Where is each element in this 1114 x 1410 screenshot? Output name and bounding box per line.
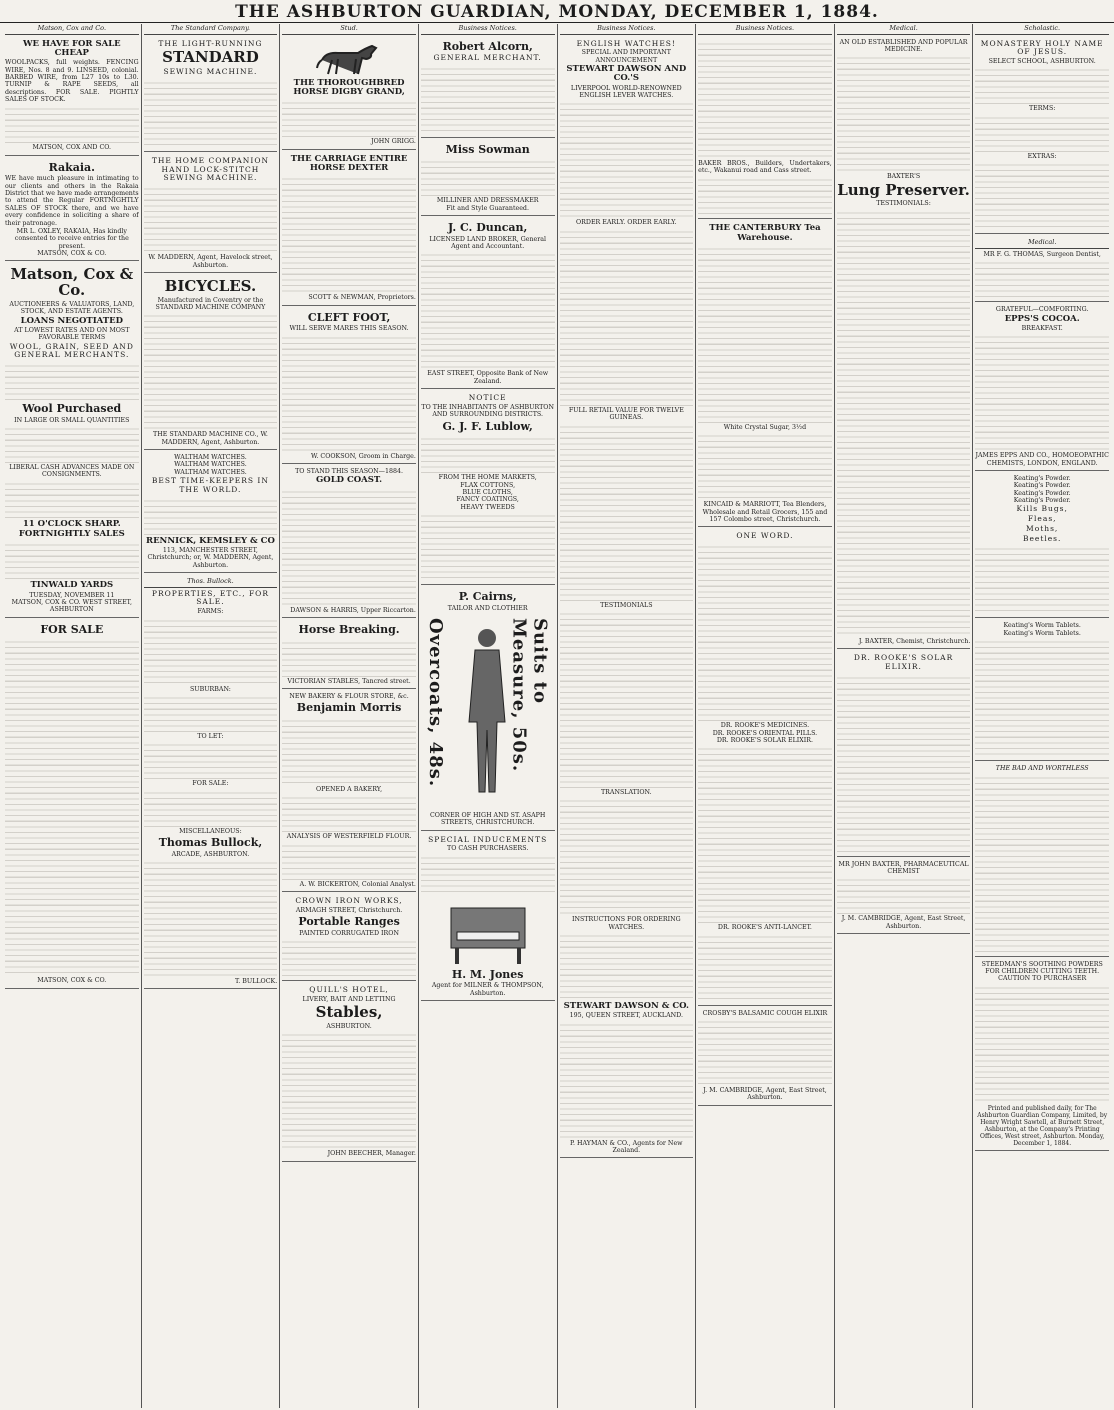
ad-sub: TRANSLATION. [600, 788, 652, 796]
column-head: Stud. [282, 24, 416, 35]
ad-sub: ANALYSIS OF WESTERFIELD FLOUR. [286, 833, 412, 841]
ad-cleft-foot [282, 308, 416, 464]
ad-special-inducements [421, 833, 555, 1001]
ad-headline: CLEFT FOOT, [307, 310, 391, 324]
ad-line: Fleas, [1027, 514, 1057, 524]
ad-line: Keating's Powder. [1013, 482, 1071, 490]
ad-sub: SPECIAL AND IMPORTANT ANNOUNCEMENT [581, 49, 671, 64]
ad-headline: GOLD COAST. [316, 475, 383, 486]
text-lines [5, 479, 139, 519]
ad-signature: W. MADDERN, Agent, Havelock street, Ashburton. [148, 254, 273, 269]
text-lines [837, 673, 971, 853]
ad-headline: Portable Ranges [298, 915, 400, 929]
text-lines [698, 39, 832, 159]
ad-crown-iron [282, 894, 416, 981]
ad-sub: SUBURBAN: [189, 685, 231, 693]
ad-quills-hotel [282, 983, 416, 1162]
ad-crosby [698, 1008, 832, 1106]
ad-signature: P. HAYMAN & CO., Agents for New Zealand. [570, 1139, 683, 1155]
text-lines [144, 616, 278, 686]
column-3 [280, 24, 419, 1408]
column-8 [973, 24, 1111, 1408]
text-lines [421, 434, 555, 474]
ad-sub: Agent for MILNER & THOMPSON, Ashburton. [431, 982, 544, 997]
text-lines [560, 1020, 694, 1140]
ad-headline: LOANS NEGOTIATED [20, 315, 123, 326]
text-lines [975, 258, 1109, 298]
ad-sub: CAUTION TO PURCHASER [998, 975, 1087, 983]
ad-sub: BAXTER'S [886, 173, 921, 181]
column-head: Business Notices. [560, 24, 694, 35]
text-lines [144, 311, 278, 431]
text-lines [698, 932, 832, 1002]
ad-keatings-powder [975, 473, 1109, 619]
ad-sub: DR. ROOKE'S MEDICINES. [720, 722, 810, 730]
ad-john-baxter [837, 859, 971, 934]
ad-bad-worthless [975, 763, 1109, 956]
ad-headline: THE THOROUGHBRED HORSE DIGBY GRAND, [293, 77, 405, 97]
ad-stewart-dawson [560, 37, 694, 1159]
ad-tea-warehouse [698, 221, 832, 527]
text-lines [560, 931, 694, 1001]
ad-dexter [282, 152, 416, 306]
ad-one-word [698, 529, 832, 1005]
text-lines [144, 858, 278, 978]
ad-headline: FORTNIGHTLY SALES [18, 529, 125, 540]
ad-lublow [421, 391, 555, 585]
ad-headline: THE CARRIAGE ENTIRE HORSE DEXTER [290, 153, 408, 173]
text-lines [698, 1017, 832, 1087]
ad-headline: 11 O'CLOCK SHARP. [22, 518, 121, 529]
ad-dentist [975, 236, 1109, 302]
columns [3, 24, 1111, 1408]
text-lines [5, 361, 139, 401]
text-lines [282, 638, 416, 678]
ad-line: Keating's Powder. [1013, 497, 1071, 505]
ad-for-sale [5, 620, 139, 989]
ad-headline: THE BAD AND WORTHLESS [995, 765, 1089, 773]
masthead [0, 0, 1114, 23]
ad-sub: FULL RETAIL VALUE FOR TWELVE GUINEAS. [568, 406, 684, 422]
ad-line: WALTHAM WATCHES. [174, 454, 247, 462]
ad-sub: TUESDAY, NOVEMBER 11 [29, 591, 115, 599]
ad-line: WALTHAM WATCHES. [174, 468, 247, 476]
ad-standard-sewing [144, 37, 278, 152]
ad-p-cairns [421, 587, 555, 831]
ad-sub: BREAKFAST. [1021, 324, 1063, 332]
ad-headline: STEEDMAN'S SOOTHING POWDERS [981, 960, 1103, 968]
ad-lung-preserver [837, 37, 971, 650]
ad-sub: NEW BAKERY & FLOUR STORE, &c. [289, 692, 409, 700]
text-lines [144, 693, 278, 733]
ad-headline: Thomas Bullock, [158, 836, 263, 850]
ad-headline: QUILL'S HOTEL, [309, 984, 389, 994]
ad-sub: DR. ROOKE'S SOLAR ELIXIR. [716, 736, 813, 744]
ad-rakaia [5, 158, 139, 262]
column-2 [142, 24, 281, 1408]
column-head: Medical. [837, 24, 971, 35]
text-lines [560, 99, 694, 219]
text-lines [282, 793, 416, 833]
ad-bicycles [144, 275, 278, 450]
ad-signature: Fit and Style Guaranteed. [446, 204, 529, 212]
ad-headline: Wool Purchased [22, 402, 122, 416]
ad-sub: TO CASH PURCHASERS. [447, 845, 529, 853]
ad-sub: LIVERY, BAIT AND LETTING [302, 995, 396, 1003]
ad-headline: Miss Sowman [445, 142, 530, 156]
ad-headline: SPECIAL INDUCEMENTS [428, 834, 548, 844]
ad-headline: DR. ROOKE'S SOLAR ELIXIR. [853, 653, 954, 671]
text-lines [560, 796, 694, 916]
text-lines [282, 98, 416, 138]
ad-sub: PAINTED CORRUGATED IRON [299, 929, 399, 937]
ad-sub: TERMS: [1028, 105, 1056, 113]
ad-signature: MATSON, COX AND CO. [32, 144, 112, 152]
ad-signature: MATSON, COX & CO. WEST STREET, ASHBURTON [11, 599, 132, 614]
ad-miss-sowman [421, 140, 555, 216]
text-lines [560, 227, 694, 407]
ad-signature: VICTORIAN STABLES, Tancred street. [287, 677, 411, 685]
text-lines [975, 773, 1109, 953]
text-lines [5, 540, 139, 580]
ad-sub: LICENSED LAND BROKER, General Agent and Accountant. [429, 235, 547, 251]
horse-illustration [314, 42, 384, 76]
masthead-title: THE ASHBURTON GUARDIAN, MONDAY, DECEMBER 1, 1884. [235, 2, 879, 22]
text-lines [144, 184, 278, 254]
overcoats-price: Overcoats, 48s. [424, 617, 446, 788]
ad-line: HEAVY TWEEDS [460, 503, 515, 511]
ad-sub: LIVERPOOL WORLD-RENOWNED ENGLISH LEVER WATCHES. [570, 84, 682, 100]
ad-sub: MR F. G. THOMAS, Surgeon Dentist, [983, 250, 1101, 258]
ad-headline: EPPS'S COCOA. [1004, 313, 1080, 324]
ad-line: Moths, [1026, 523, 1059, 533]
text-lines [144, 78, 278, 148]
ad-sub: TESTIMONIALS [600, 601, 653, 609]
section-head: Thos. Bullock. [144, 577, 278, 588]
ad-sub: 113, MANCHESTER STREET, Christchurch; or, W. MADDERN, Agent, Ashburton. [147, 547, 274, 569]
ad-signature: EAST STREET, Opposite Bank of New Zealand. [427, 370, 549, 385]
ad-sub: DR. ROOKE'S ORIENTAL PILLS. [712, 729, 818, 737]
ad-sub: 195, QUEEN STREET, AUCKLAND. [569, 1012, 683, 1020]
ad-signature: SCOTT & NEWMAN, Proprietors. [308, 294, 416, 302]
text-lines [282, 716, 416, 786]
text-lines [5, 637, 139, 977]
ad-sub: TAILOR AND CLOTHIER [447, 604, 528, 612]
text-lines [698, 744, 832, 924]
ad-signature: J. M. CAMBRIDGE, Agent, East Street, Ashburton. [841, 915, 966, 930]
ad-headline: FOR SALE [40, 622, 104, 636]
ad-signature: MATSON, COX & CO. [37, 977, 107, 985]
text-lines [975, 637, 1109, 757]
ad-headline: Rakaia. [48, 160, 96, 174]
ad-headline: NOTICE [468, 393, 507, 403]
ad-sub: FOR CHILDREN CUTTING TEETH. [985, 967, 1100, 975]
ad-sub: WILL SERVE MARES THIS SEASON. [289, 325, 409, 333]
ad-sub: Manufactured in Coventry or the STANDARD MACHINE COMPANY [155, 296, 266, 311]
piano-illustration [443, 896, 533, 966]
ad-sub: TO THE INHABITANTS OF ASHBURTON AND SURROUNDING DISTRICTS. [421, 403, 554, 419]
ad-headline: STANDARD [162, 48, 259, 67]
ad-sub: ARMAGH STREET, Christchurch. [295, 906, 403, 914]
ad-headline: MONASTERY HOLY NAME OF JESUS. [980, 38, 1104, 57]
text-lines [282, 841, 416, 881]
text-lines [421, 853, 555, 893]
ad-sub: SELECT SCHOOL, ASHBURTON. [988, 58, 1096, 66]
column-7 [835, 24, 974, 1408]
ad-signature: J. M. CAMBRIDGE, Agent, East Street, Ashburton. [703, 1087, 827, 1102]
ad-sub: TO LET: [197, 732, 224, 740]
ad-wool-packs [5, 37, 139, 156]
column-head: Matson, Cox and Co. [5, 24, 139, 35]
ad-sub: INSTRUCTIONS FOR ORDERING WATCHES. [571, 916, 681, 931]
ad-signature: MR L. OXLEY, RAKAIA, Has kindly consented to receive entries for the present. [14, 227, 129, 250]
ad-signature: CORNER OF HIGH AND ST. ASAPH STREETS, CHRISTCHURCH. [429, 811, 546, 827]
ad-signature: JOHN GRIGG. [371, 138, 416, 146]
text-lines [5, 424, 139, 464]
ad-line: Keating's Powder. [1013, 489, 1071, 497]
ad-headline: ENGLISH WATCHES! [576, 38, 676, 48]
ad-baker-bros [698, 37, 832, 220]
column-5 [558, 24, 697, 1408]
text-lines [975, 544, 1109, 614]
ad-headline: Benjamin Morris [296, 701, 402, 715]
ad-signature: J. BAXTER, Chemist, Christchurch. [858, 637, 971, 645]
text-lines [421, 511, 555, 581]
text-lines [837, 53, 971, 173]
ad-headline: H. M. Jones [451, 967, 524, 981]
text-lines [282, 1030, 416, 1150]
ad-headline: P. Cairns, [458, 589, 517, 603]
ad-sub: TO STAND THIS SEASON—1884. [295, 467, 404, 475]
ad-sub: ASHBURTON. [326, 1022, 372, 1030]
ad-headline: Keating's Worm Tablets. [1003, 622, 1081, 630]
text-lines [144, 740, 278, 780]
ad-sub: TESTIMONIALS: [876, 200, 931, 208]
ad-headline: Lung Preserver. [837, 180, 970, 199]
ad-sub: FOR SALE: [192, 780, 229, 788]
ad-signature: JOHN BEECHER, Manager. [327, 1150, 416, 1158]
ad-line: FANCY COATINGS, [456, 496, 519, 504]
ad-worm-tablets [975, 620, 1109, 761]
ad-line: Keating's Powder. [1013, 474, 1071, 482]
text-lines [698, 542, 832, 722]
ad-signature: DAWSON & HARRIS, Upper Riccarton. [290, 606, 416, 614]
suits-price: Suits to Measure, 50s. [508, 617, 551, 773]
ad-headline: THE HOME COMPANION HAND LOCK-STITCH SEWING MACHINE. [151, 155, 270, 183]
ad-headline: RENNICK, KEMSLEY & CO [146, 535, 275, 546]
ad-headline: BEST TIME-KEEPERS IN THE WORLD. [151, 476, 269, 494]
text-lines [837, 208, 971, 638]
ad-headline: TINWALD YARDS [30, 580, 114, 591]
ad-sub: EXTRAS: [1027, 152, 1057, 160]
ad-steedmans [975, 959, 1109, 1151]
ad-sub: LIBERAL CASH ADVANCES MADE ON CONSIGNMENTS. [9, 464, 135, 479]
ad-line: BLUE CLOTHS, [462, 488, 513, 496]
ad-sub: SEWING MACHINE. [163, 67, 258, 77]
column-4 [419, 24, 558, 1408]
ad-sub: FROM THE HOME MARKETS, [438, 474, 537, 482]
ad-headline: STEWART DAWSON & CO. [563, 1001, 689, 1011]
ad-signature: KINCAID & MARRIOTT, Tea Blenders, Wholesale and Retail Grocers, 155 and 157 Colombo street, Christchurch. [702, 501, 828, 524]
ad-sub: AN OLD ESTABLISHED AND POPULAR MEDICINE. [839, 38, 968, 53]
ad-headline: STEWART DAWSON AND CO.'S [566, 64, 687, 84]
ad-sub: White Crystal Sugar, 3½d [723, 424, 807, 431]
text-lines [560, 609, 694, 789]
text-lines [282, 937, 416, 977]
column-head: Business Notices. [421, 24, 555, 35]
imprint: Printed and published daily, for The Ashburton Guardian Company, Limited, by Henry Wright Sawtell, at Burnett Street, Ashburton, at the Company's Printing Offices, West street, Ashburton. Monday, December 1, 1884. [977, 1104, 1108, 1147]
ad-headline: BICYCLES. [164, 276, 257, 295]
ad-headline: G. J. F. Lublow, [442, 419, 533, 433]
ad-monastery [975, 37, 1109, 235]
text-lines [975, 983, 1109, 1103]
text-lines [421, 157, 555, 197]
text-lines [698, 244, 832, 424]
ad-signature: T. BULLOCK. [234, 977, 278, 985]
ad-sub: GENERAL MERCHANT. [433, 53, 542, 63]
text-lines [975, 332, 1109, 452]
ad-robert-alcorn [421, 37, 555, 138]
ad-benjamin-morris [282, 691, 416, 892]
ad-sub: AT LOWEST RATES AND ON MOST FAVORABLE TERMS [14, 326, 130, 342]
text-lines [975, 160, 1109, 230]
ad-signature: THE STANDARD MACHINE CO., W. MADDERN, Agent, Ashburton. [153, 431, 268, 446]
ad-sub: MISCELLANEOUS: [179, 827, 242, 835]
ad-sub: ARCADE, ASHBURTON. [171, 850, 250, 858]
ad-sub: Keating's Worm Tablets. [1003, 629, 1081, 637]
text-lines [698, 175, 832, 215]
text-lines [837, 875, 971, 915]
ad-headline: Robert Alcorn, [442, 39, 533, 53]
ad-solar-elixir [837, 651, 971, 857]
column-1 [3, 24, 142, 1408]
text-lines [144, 788, 278, 828]
text-lines [5, 104, 139, 144]
ad-sub: DR. ROOKE'S ANTI-LANCET. [717, 924, 812, 932]
ad-line: Kills Bugs, [1016, 504, 1068, 514]
text-lines [421, 64, 555, 134]
tailor-figure-area [421, 612, 555, 812]
ad-headline: CROSBY'S BALSAMIC COUGH ELIXIR [702, 1009, 828, 1017]
ad-sub: GRATEFUL—COMFORTING. [995, 306, 1089, 314]
ad-headline: CROWN IRON WORKS, [295, 895, 403, 905]
ad-headline: Stables, [315, 1003, 383, 1022]
ad-line: WALTHAM WATCHES. [174, 461, 247, 469]
ad-thos-bullock [144, 575, 278, 989]
ad-digby-grand [282, 37, 416, 150]
ad-sub: IN LARGE OR SMALL QUANTITIES [14, 416, 130, 424]
ad-body: BAKER BROS., Builders, Undertakers, etc., Wakanui road and Cass street. [698, 159, 832, 174]
ad-headline: THE CANTERBURY Tea Warehouse. [709, 223, 821, 243]
ad-headline: WE HAVE FOR SALE CHEAP [22, 38, 121, 58]
ad-sub: THE LIGHT-RUNNING [158, 38, 263, 48]
ad-signature: MATSON, COX & CO. [37, 249, 107, 257]
ad-horse-breaking [282, 620, 416, 689]
ad-headline: Matson, Cox & Co. [10, 265, 134, 300]
ad-body: WOOLPACKS, full weights. FENCING WIRE, Nos. 8 and 9. LINSEED, colonial. BARBED WIRE, from L27 10s to L30. TURNIP & RAPE SEEDS, all descriptions. FOR SALE. PIGHTLY SALES OF STOCK. [5, 59, 139, 104]
text-lines [975, 113, 1109, 153]
ad-headline: ONE WORD. [736, 531, 794, 541]
ad-waltham [144, 452, 278, 573]
text-lines [698, 431, 832, 501]
column-head: Business Notices. [698, 24, 832, 35]
ad-signature: A. W. BICKERTON, Colonial Analyst. [299, 880, 416, 888]
ad-gold-coast [282, 466, 416, 618]
ad-jc-duncan [421, 218, 555, 389]
ad-signature: W. COOKSON, Groom in Charge. [311, 452, 416, 460]
ad-sub: ORDER EARLY. ORDER EARLY. [576, 219, 677, 227]
section-head: Medical. [975, 238, 1109, 249]
ad-line: FLAX COTTONS, [460, 481, 516, 489]
ad-matson-cox [5, 263, 139, 618]
ad-sub: WOOL, GRAIN, SEED AND GENERAL MERCHANTS. [9, 341, 134, 360]
ad-line: Beetles. [1022, 533, 1062, 543]
column-6 [696, 24, 835, 1408]
text-lines [282, 333, 416, 453]
text-lines [975, 65, 1109, 105]
ad-headline: MR JOHN BAXTER, PHARMACEUTICAL CHEMIST [838, 860, 969, 876]
ad-home-companion [144, 154, 278, 273]
column-head: The Standard Company. [144, 24, 278, 35]
ad-sub: MILLINER AND DRESSMAKER [436, 197, 539, 205]
column-head: Scholastic. [975, 24, 1109, 35]
ad-body: WE have much pleasure in intimating to our clients and others in the Rakaia District that we have made arrangements to attend the Regular FORTNIGHTLY SALES OF STOCK there, and we have every confidence in soliciting a share of their patronage. [5, 175, 139, 227]
ad-headline: J. C. Duncan, [447, 221, 528, 235]
ad-sub: FARMS: [197, 608, 224, 616]
ad-sub: AUCTIONEERS & VALUATORS, LAND, STOCK, AND ESTATE AGENTS. [9, 300, 135, 316]
text-lines [282, 487, 416, 607]
text-lines [421, 250, 555, 370]
ad-sub: OPENED A BAKERY, [316, 785, 383, 793]
text-lines [560, 422, 694, 602]
text-lines [144, 496, 278, 536]
text-lines [282, 174, 416, 294]
ad-epps-cocoa [975, 304, 1109, 471]
ad-headline: PROPERTIES, ETC., FOR SALE. [151, 588, 269, 607]
ad-signature: JAMES EPPS AND CO., HOMOEOPATHIC CHEMISTS, LONDON, ENGLAND. [975, 452, 1109, 467]
ad-headline: Horse Breaking. [298, 623, 400, 637]
